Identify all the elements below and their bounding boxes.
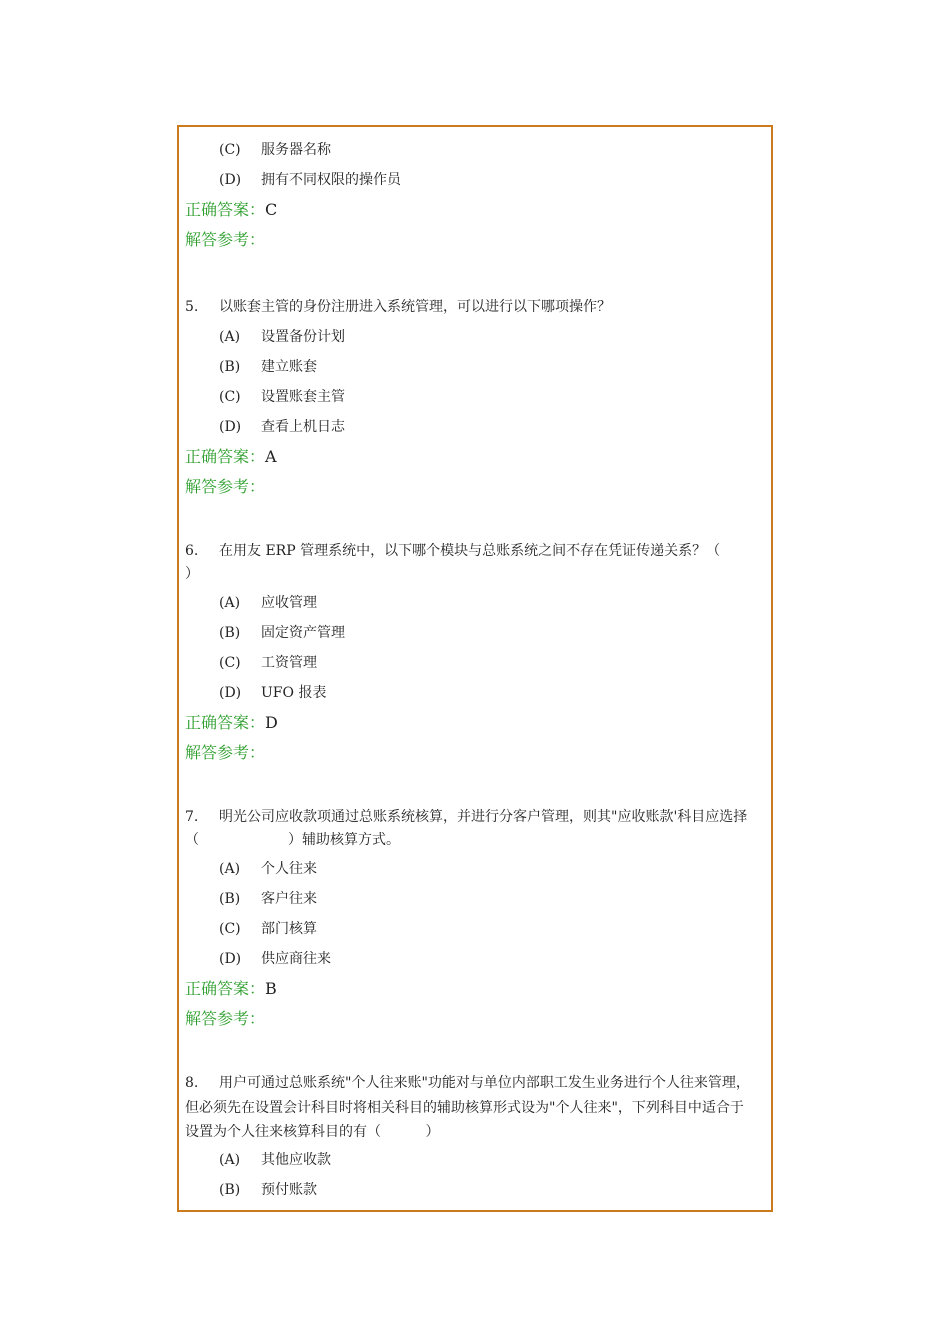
option-text: 供应商往来	[261, 951, 331, 967]
option-letter: (C)	[219, 655, 241, 671]
q8-text-continued-2: 设置为个人往来核算科目的有（ ）	[185, 1124, 440, 1140]
q7-text: 明光公司应收款项通过总账系统核算，并进行分客户管理，则其"应收账款'科目应选择	[219, 809, 748, 825]
q7-correct-answer	[185, 979, 277, 999]
option-text: UFO 报表	[261, 685, 327, 701]
option-letter: (D)	[219, 685, 242, 701]
option-text: 工资管理	[261, 655, 317, 671]
answer-value: B	[265, 979, 277, 998]
option-text: 个人往来	[261, 861, 317, 877]
option-letter: (A)	[219, 329, 241, 345]
option-letter: (B)	[219, 625, 241, 641]
answer-label: 正确答案：	[185, 447, 266, 466]
q8-number: 8.	[185, 1075, 199, 1091]
option-letter: (A)	[219, 595, 241, 611]
option-text: 设置账套主管	[261, 389, 345, 405]
q8-text: 用户可通过总账系统"个人往来账"功能对与单位内部职工发生业务进行个人往来管理，	[219, 1075, 750, 1091]
option-letter: (D)	[219, 419, 242, 435]
option-text: 服务器名称	[261, 142, 331, 158]
option-text: 拥有不同权限的操作员	[261, 172, 401, 188]
option-letter: (C)	[219, 921, 241, 937]
q7-text-continued: （ ）辅助核算方式。	[185, 832, 401, 848]
answer-value: D	[265, 713, 278, 732]
q6-explanation-label: 解答参考：	[185, 743, 266, 762]
q5-explanation-label: 解答参考：	[185, 477, 266, 496]
q6-correct-answer	[185, 713, 278, 733]
option-letter: (B)	[219, 1182, 241, 1198]
option-text: 客户往来	[261, 891, 317, 907]
option-text: 预付账款	[261, 1182, 317, 1198]
q7-number: 7.	[185, 809, 199, 825]
answer-value: C	[265, 200, 278, 219]
answer-value: A	[265, 447, 277, 466]
answer-label: 正确答案：	[185, 713, 266, 732]
option-text: 固定资产管理	[261, 625, 345, 641]
option-text: 设置备份计划	[261, 329, 345, 345]
answer-label: 正确答案：	[185, 979, 266, 998]
q5-text: 以账套主管的身份注册进入系统管理，可以进行以下哪项操作？	[219, 299, 611, 315]
option-letter: (B)	[219, 359, 241, 375]
answer-label: 正确答案：	[185, 200, 266, 219]
option-text: 其他应收款	[261, 1152, 331, 1168]
option-letter: (D)	[219, 172, 242, 188]
q4-correct-answer	[185, 200, 277, 220]
q6-text-continued: ）	[185, 566, 199, 582]
q6-text: 在用友 ERP 管理系统中，以下哪个模块与总账系统之间不存在凭证传递关系？（	[219, 543, 721, 559]
q7-explanation-label: 解答参考：	[185, 1009, 266, 1028]
option-text: 应收管理	[261, 595, 317, 611]
option-letter: (A)	[219, 861, 241, 877]
option-text: 部门核算	[261, 921, 317, 937]
option-letter: (C)	[219, 389, 241, 405]
q5-correct-answer	[185, 447, 277, 467]
option-letter: (C)	[219, 142, 241, 158]
option-text: 查看上机日志	[261, 419, 345, 435]
option-letter: (B)	[219, 891, 241, 907]
q6-number: 6.	[185, 543, 199, 559]
option-text: 建立账套	[261, 359, 317, 375]
q4-explanation-label: 解答参考：	[185, 230, 266, 249]
q8-text-continued: 但必须先在设置会计科目时将相关科目的辅助核算形式设为"个人往来"，下列科目中适合于	[185, 1100, 744, 1116]
q5-number: 5.	[185, 299, 199, 315]
option-letter: (D)	[219, 951, 242, 967]
option-letter: (A)	[219, 1152, 241, 1168]
